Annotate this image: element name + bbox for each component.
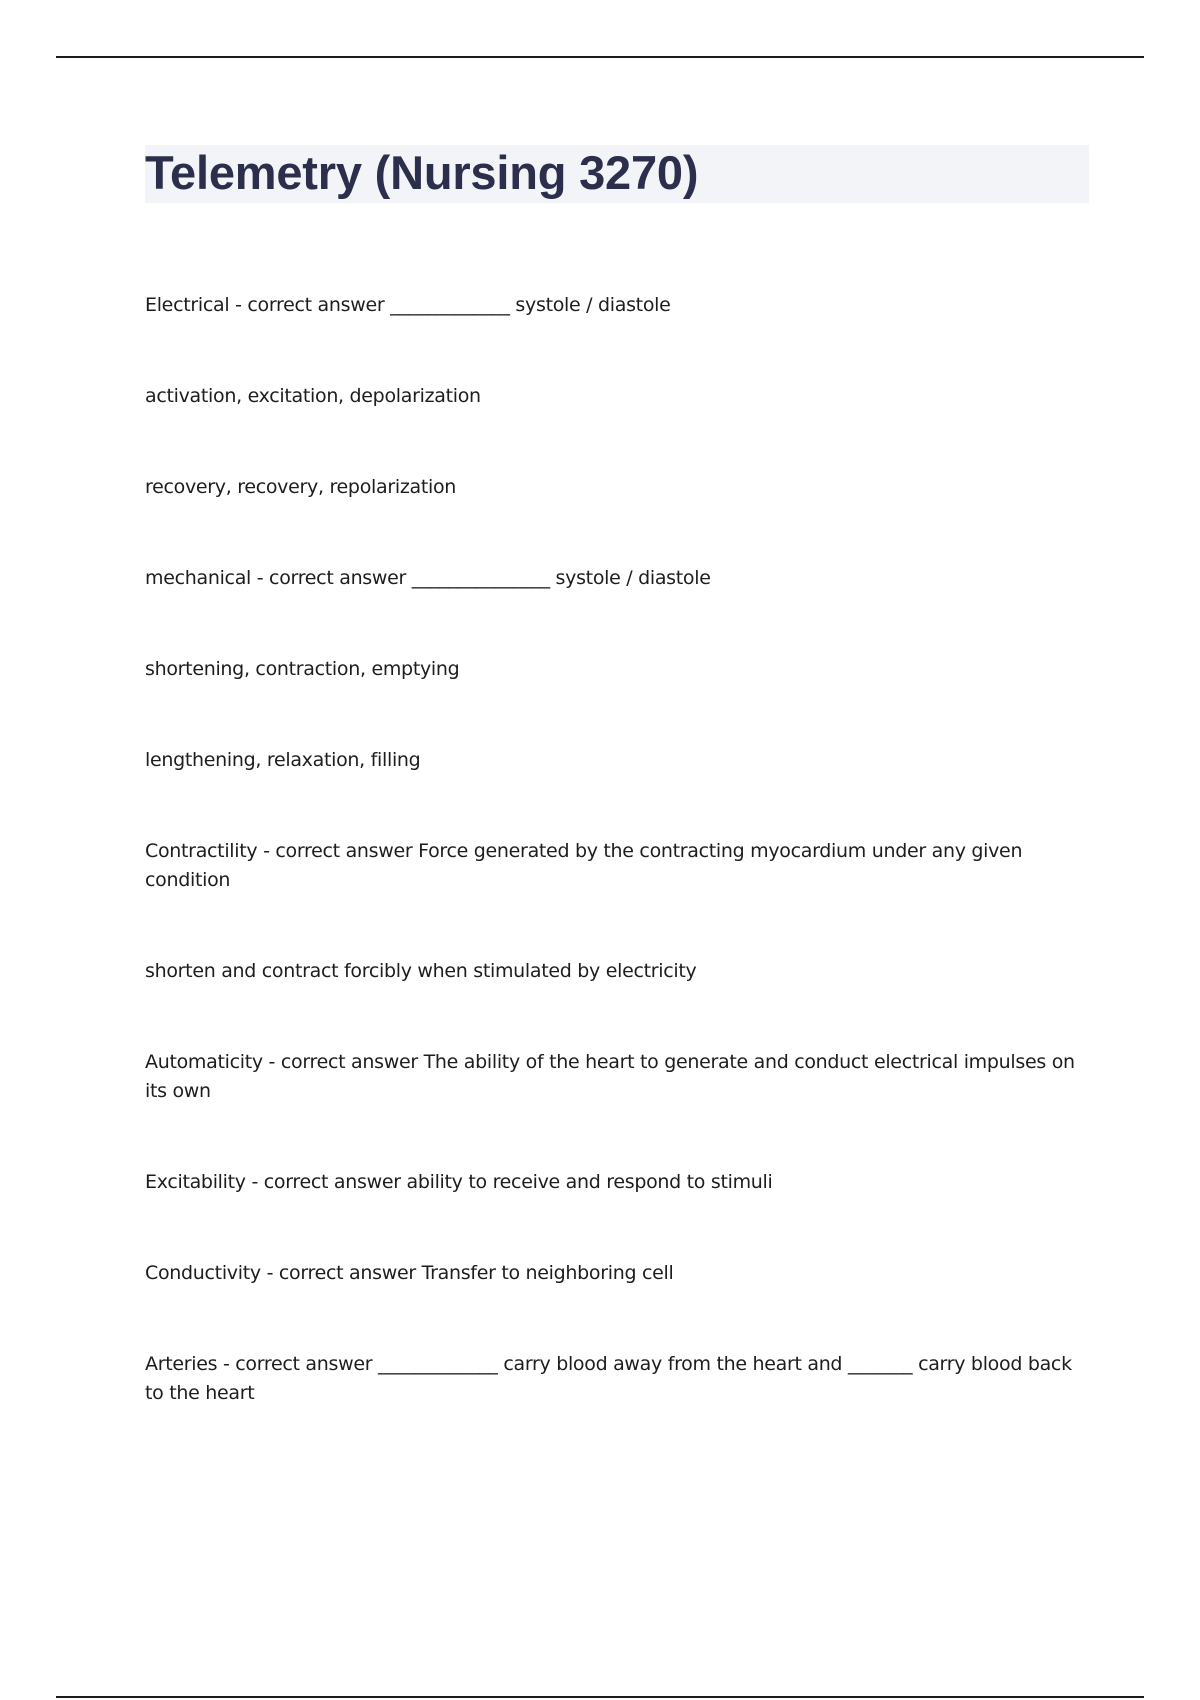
list-item: Contractility - correct answer Force generated by the contracting myocardium under any given condition <box>145 840 1023 891</box>
list-item: shortening, contraction, emptying <box>145 658 460 680</box>
page-title: Telemetry (Nursing 3270) <box>145 146 699 199</box>
list-item: Automaticity - correct answer The ability of the heart to generate and conduct electrical impulses on its own <box>145 1051 1075 1102</box>
bottom-rule <box>56 1696 1144 1698</box>
list-item: Electrical - correct answer _____________ systole / diastole <box>145 294 671 316</box>
list-item: Excitability - correct answer ability to receive and respond to stimuli <box>145 1171 773 1193</box>
top-rule <box>56 56 1144 58</box>
list-item: Arteries - correct answer _____________ carry blood away from the heart and _______ carry blood back to the heart <box>145 1353 1072 1404</box>
list-item: mechanical - correct answer _______________ systole / diastole <box>145 567 711 589</box>
list-item: recovery, recovery, repolarization <box>145 476 457 498</box>
list-item: shorten and contract forcibly when stimulated by electricity <box>145 960 697 982</box>
list-item: Conductivity - correct answer Transfer to neighboring cell <box>145 1262 674 1284</box>
list-item: lengthening, relaxation, filling <box>145 749 421 771</box>
flashcard-list <box>145 291 1095 1470</box>
list-item: activation, excitation, depolarization <box>145 385 481 407</box>
